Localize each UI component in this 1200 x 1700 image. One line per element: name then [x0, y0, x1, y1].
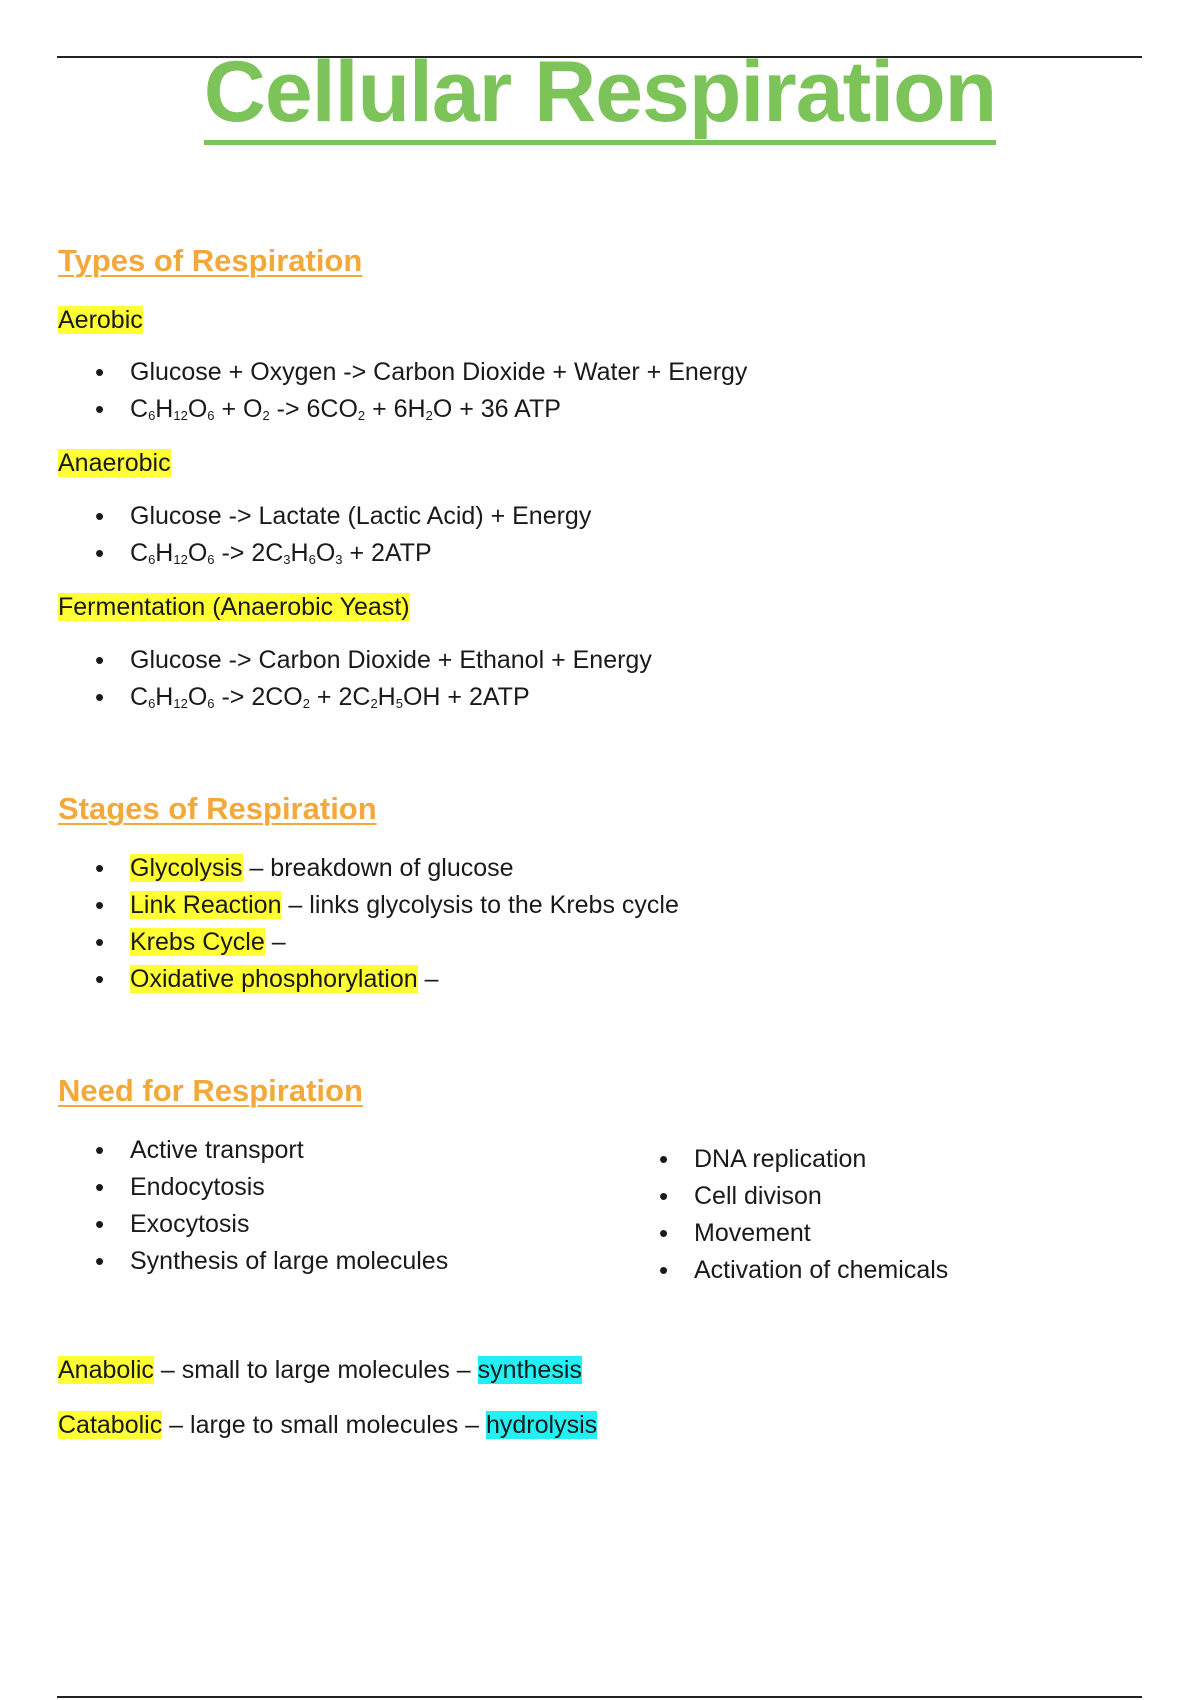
- fermentation-list: [58, 643, 652, 717]
- fermentation-label: Fermentation (Anaerobic Yeast): [58, 593, 410, 621]
- subscript: 6: [308, 552, 316, 567]
- anaerobic-label: Anaerobic: [58, 449, 171, 477]
- list-item: • Glucose + Oxygen -> Carbon Dioxide + Water + Energy: [95, 357, 748, 387]
- list-item: [58, 392, 747, 429]
- list-item: • Synthesis of large molecules: [95, 1246, 449, 1276]
- list-item: • Glucose -> Lactate (Lactic Acid) + Energy: [95, 501, 592, 531]
- bullet-icon: •: [95, 853, 105, 883]
- bullet-icon: •: [95, 1172, 105, 1202]
- stages-heading: Stages of Respiration: [58, 791, 377, 826]
- bullet-icon: •: [95, 890, 105, 920]
- bullet-icon: •: [95, 357, 105, 387]
- aerobic-label: Aerobic: [58, 306, 143, 334]
- anaerobic-list: [58, 499, 591, 573]
- subscript: 5: [395, 696, 403, 711]
- list-item: • Oxidative phosphorylation –: [95, 964, 439, 994]
- subscript: 12: [173, 696, 188, 711]
- need-heading: Need for Respiration: [58, 1073, 363, 1108]
- subscript: 6: [207, 408, 215, 423]
- bullet-icon: •: [95, 1209, 105, 1239]
- page-title: Cellular Respiration: [0, 42, 1200, 142]
- list-item: • Endocytosis: [95, 1172, 265, 1202]
- bullet-icon: •: [95, 501, 105, 531]
- bullet-icon: •: [95, 538, 105, 568]
- bullet-icon: •: [95, 1246, 105, 1276]
- list-item: • Active transport: [95, 1135, 304, 1165]
- bullet-icon: •: [659, 1255, 669, 1285]
- bullet-icon: •: [95, 394, 105, 424]
- fermentation-formula: $C_6H_{12}O_6 -> 2CO_2 + 2C_2H_5OH + 2ATP$: [130, 683, 530, 711]
- subscript: 12: [173, 408, 188, 423]
- bullet-icon: •: [659, 1218, 669, 1248]
- types-heading: Types of Respiration: [58, 243, 363, 278]
- subscript: 3: [283, 552, 291, 567]
- list-item: [58, 680, 652, 717]
- aerobic-list: [58, 355, 747, 429]
- subscript: 3: [335, 552, 343, 567]
- anaerobic-formula: $C_6H_{12}O_6 -> 2C_3H_6O_3 + 2ATP$: [130, 539, 432, 567]
- subscript: 2: [370, 696, 378, 711]
- list-item: • Glucose -> Carbon Dioxide + Ethanol + Energy: [95, 645, 652, 675]
- stages-list: [58, 851, 679, 999]
- bullet-icon: •: [95, 645, 105, 675]
- bullet-icon: •: [659, 1181, 669, 1211]
- bullet-icon: •: [95, 927, 105, 957]
- need-list-right: [622, 1142, 948, 1290]
- subscript: 2: [425, 408, 433, 423]
- list-item: • Movement: [659, 1218, 811, 1248]
- subscript: 6: [207, 696, 215, 711]
- subscript: 6: [148, 552, 156, 567]
- list-item: • DNA replication: [659, 1144, 867, 1174]
- subscript: 2: [262, 408, 270, 423]
- bottom-rule: [57, 1696, 1142, 1698]
- subscript: 2: [357, 408, 366, 423]
- subscript: 2: [302, 696, 310, 711]
- list-item: • Activation of chemicals: [659, 1255, 949, 1285]
- bullet-icon: •: [95, 964, 105, 994]
- bullet-icon: •: [95, 1135, 105, 1165]
- bullet-icon: •: [95, 682, 105, 712]
- subscript: 6: [207, 552, 215, 567]
- catabolic-line: Catabolic – large to small molecules – hydrolysis: [58, 1411, 598, 1439]
- list-item: • Glycolysis – breakdown of glucose: [95, 853, 514, 883]
- list-item: • Cell divison: [659, 1181, 822, 1211]
- list-item: • Exocytosis: [95, 1209, 250, 1239]
- list-item: • Link Reaction – links glycolysis to the Krebs cycle: [95, 890, 679, 920]
- list-item: • Krebs Cycle –: [95, 927, 286, 957]
- subscript: 12: [173, 552, 188, 567]
- anabolic-line: Anabolic – small to large molecules – synthesis: [58, 1356, 582, 1384]
- list-item: [58, 536, 591, 573]
- need-list-left: [58, 1133, 448, 1281]
- subscript: 6: [148, 408, 156, 423]
- aerobic-formula: $C_6H_{12}O_6 + O_2 -> 6CO_2 + 6H_2O + 36$ ATP: [130, 395, 561, 423]
- bullet-icon: •: [659, 1144, 669, 1174]
- subscript: 6: [148, 696, 156, 711]
